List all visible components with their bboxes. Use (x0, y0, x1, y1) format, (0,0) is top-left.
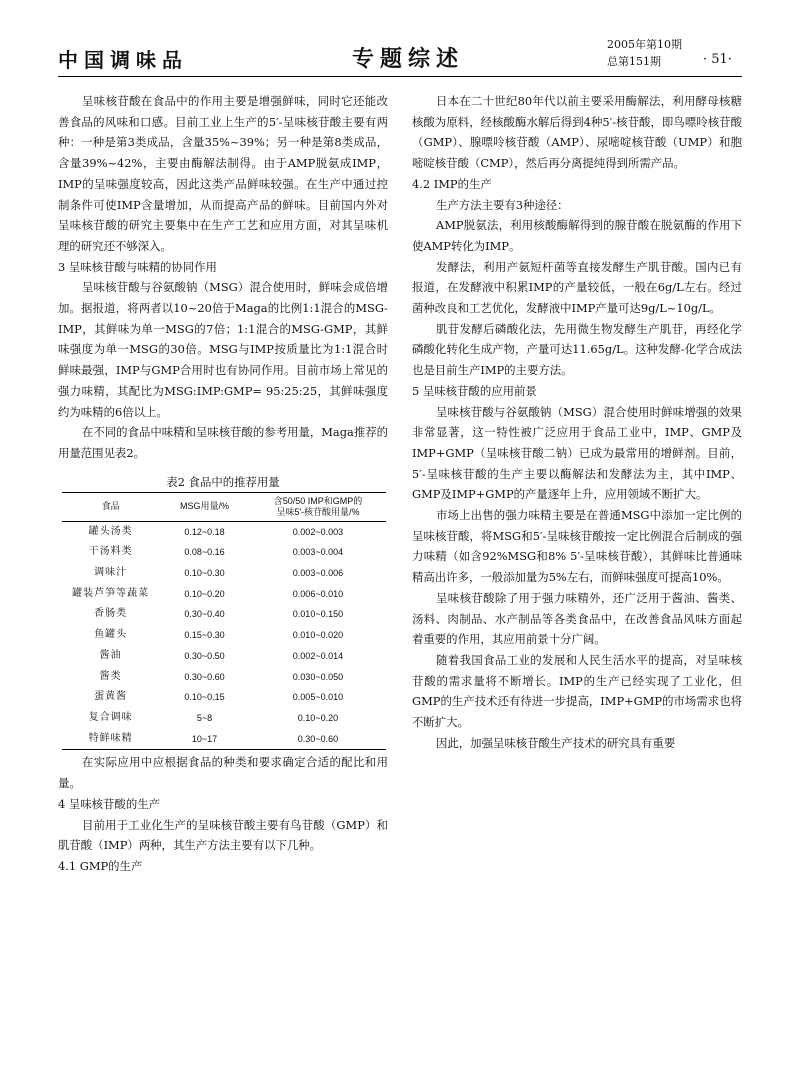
cell-nucleotide: 0.010~0.020 (292, 630, 344, 641)
header-nucleotide-line2: 呈味5′-核苷酸用量/% (276, 506, 360, 517)
issue-info (607, 36, 682, 70)
cell-msg: 0.30~0.50 (184, 650, 225, 661)
cell-food: 鱼罐头 (94, 629, 128, 641)
header-food: 食品 (62, 492, 159, 521)
cell-msg: 0.30~0.40 (184, 609, 225, 620)
cell-food: 干汤料类 (88, 546, 133, 558)
body-paragraph: 发酵法，利用产氨短杆菌等直接发酵生产肌苷酸。国内已有报道，在发酵液中积累IMP的产量较低，一般在6g/L左右。经过菌种改良和工艺优化，发酵液中IMP产量可达9g/L~10g/L。 (412, 259, 742, 316)
cell-msg: 5~8 (196, 712, 213, 723)
table-row (62, 646, 386, 667)
body-paragraph: 呈味核苷酸在食品中的作用主要是增强鲜味，同时它还能改善食品的风味和口感。目前工业上生产的5′-呈味核苷酸主要有两种：一种是第3类成品，含量35%~39%；另一种是第8类成品，含量39%~42%，主要由酶解法制得。由于AMP脱氨成IMP，IMP的呈味强度较高，因此这类产品鲜味较强。在生产中通过控制条件可使IMP含量增加，从而提高产品的鲜味。目前国内外对呈味核苷酸的研究主要集中在生产工艺和应用方面，对其呈味机理的研究还不够深入。 (58, 94, 388, 253)
section-heading: 5 呈味核苷酸的应用前景 (412, 383, 537, 398)
cell-nucleotide: 0.002~0.014 (292, 650, 344, 661)
cell-nucleotide: 0.005~0.010 (292, 692, 344, 703)
body-paragraph: 呈味核苷酸与谷氨酸钠（MSG）混合使用时鲜味增强的效果非常显著，这一特性被广泛应用于食品工业中，IMP、GMP及IMP+GMP（呈味核苷酸二钠）已成为最常用的增鲜剂。目前，5′-呈味核苷酸的生产主要以酶解法和发酵法为主，其中IMP、GMP及IMP+GMP的产量逐年上升，应用领域不断扩大。 (412, 404, 742, 502)
page-number: · 51· (703, 52, 732, 67)
table-row (62, 687, 386, 708)
body-paragraph: 市场上出售的强力味精主要是在普通MSG中添加一定比例的呈味核苷酸，将MSG和5′-呈味核苷酸按一定比例混合后制成的强力味精（如含92%MSG和8% 5′-呈味核苷酸），其鲜味比普通味精高出许多，一般添加量为5%左右，而鲜味强度可提高10%。 (412, 508, 742, 585)
cell-food: 调味汁 (94, 567, 128, 579)
table-row (62, 563, 386, 584)
body-paragraph: 随着我国食品工业的发展和人民生活水平的提高，对呈味核苷酸的需求量将不断增长。IMP的生产已经实现了工业化，但GMP的生产技术还有待进一步提高，IMP+GMP的市场需求也将不断扩大。 (412, 652, 742, 730)
body-paragraph: 呈味核苷酸除了用于强力味精外，还广泛用于酱油、酱类、汤料、肉制品、水产制品等各类食品中，在改善食品风味方面起着重要的作用，其应用前景十分广阔。 (412, 590, 742, 647)
issue-number: 总第151期 (607, 55, 661, 68)
left-column (58, 91, 388, 877)
cell-nucleotide: 0.30~0.60 (250, 729, 386, 750)
cell-msg: 10~17 (159, 729, 250, 750)
cell-msg: 0.30~0.60 (184, 671, 225, 682)
cell-msg: 0.10~0.20 (184, 588, 225, 599)
cell-food: 酱油 (99, 649, 122, 661)
cell-nucleotide: 0.10~0.20 (297, 712, 339, 723)
issue-date: 2005年第10期 (607, 38, 682, 51)
header-nucleotide (250, 492, 386, 521)
cell-food: 蛋黄酱 (94, 691, 128, 703)
table-row (62, 708, 386, 729)
table-row (62, 729, 386, 750)
table-caption: 表2 食品中的推荐用量 (166, 474, 280, 489)
cell-nucleotide: 0.006~0.010 (292, 588, 344, 599)
cell-food: 罐装芦笋等蔬菜 (72, 587, 150, 599)
table-row (62, 584, 386, 605)
cell-msg: 0.10~0.15 (184, 692, 225, 703)
body-paragraph: AMP脱氨法，利用核酸酶解得到的腺苷酸在脱氨酶的作用下使AMP转化为IMP。 (412, 218, 742, 253)
cell-food: 罐头汤类 (88, 525, 133, 537)
cell-food: 特鲜味精 (62, 729, 159, 750)
cell-msg: 0.12~0.18 (184, 526, 225, 537)
usage-table-block (58, 472, 388, 751)
body-paragraph: 因此，加强呈味核苷酸生产技术的研究具有重要 (436, 735, 676, 750)
subsection-heading: 4.1 GMP的生产 (58, 858, 143, 873)
table-header-row (62, 492, 386, 521)
journal-name: 中国调味品 (58, 48, 188, 72)
section-heading: 4 呈味核苷酸的生产 (58, 796, 160, 811)
subsection-heading: 4.2 IMP的生产 (412, 176, 492, 191)
cell-msg: 0.08~0.16 (184, 547, 225, 558)
right-column (412, 91, 742, 754)
table-row (62, 542, 386, 563)
body-paragraph: 日本在二十世纪80年代以前主要采用酶解法，利用酵母核糖核酸为原料，经核酸酶水解后得到4种5′-核苷酸，即鸟嘌呤核苷酸（GMP）、腺嘌呤核苷酸（AMP）、尿嘧啶核苷酸（UMP）和胞嘧啶核苷酸（CMP），然后再分离提纯得到所需产品。 (412, 94, 742, 171)
body-paragraph: 肌苷发酵后磷酸化法，先用微生物发酵生产肌苷，再经化学磷酸化转化生成产物，产量可达11.65g/L。这种发酵-化学合成法也是目前生产IMP的主要方法。 (412, 321, 742, 378)
header-rule (58, 76, 742, 77)
cell-nucleotide: 0.003~0.006 (292, 568, 344, 579)
cell-nucleotide: 0.030~0.050 (292, 671, 344, 682)
section-heading: 3 呈味核苷酸与味精的协同作用 (58, 259, 217, 274)
body-paragraph: 生产方法主要有3种途径： (436, 197, 569, 212)
body-paragraph: 目前用于工业化生产的呈味核苷酸主要有鸟苷酸（GMP）和肌苷酸（IMP）两种，其生产方法主要有以下几种。 (58, 817, 388, 853)
cell-nucleotide: 0.010~0.150 (292, 609, 344, 620)
header-msg: MSG用量/% (159, 492, 250, 521)
body-paragraph: 在实际应用中应根据食品的种类和要求确定合适的配比和用量。 (58, 755, 388, 791)
body-paragraph: 在不同的食品中味精和呈味核苷酸的参考用量，Maga推荐的用量范围见表2。 (58, 425, 388, 460)
body-paragraph: 呈味核苷酸与谷氨酸钠（MSG）混合使用时，鲜味会成倍增加。据报道，将两者以10~20倍于Maga的比例1:1混合的MSG-IMP，其鲜味为单一MSG的7倍；1:1混合的MSG-GMP，其鲜味强度为单一MSG的30倍。MSG与IMP按质量比为1:1混合时鲜味最强，IMP与GMP合用时也有协同作用。目前市场上常见的强力味精，其配比为MSG:IMP:GMP= 95:25:25，其鲜味强度约为味精的6倍以上。 (58, 280, 388, 419)
usage-table (62, 492, 386, 751)
cell-msg: 0.10~0.30 (184, 568, 225, 579)
header-nucleotide-line1: 含50/50 IMP和GMP的 (273, 495, 363, 506)
cell-nucleotide: 0.003~0.004 (292, 547, 344, 558)
table-row (62, 625, 386, 646)
cell-nucleotide: 0.002~0.003 (292, 526, 344, 537)
section-title: 专题综述 (352, 46, 465, 72)
table-row (62, 667, 386, 688)
table-row (62, 521, 386, 542)
table-row (62, 604, 386, 625)
cell-food: 复合调味 (88, 711, 133, 723)
cell-food: 香肠类 (94, 608, 128, 620)
cell-food: 酱类 (99, 670, 122, 682)
cell-msg: 0.15~0.30 (184, 630, 225, 641)
